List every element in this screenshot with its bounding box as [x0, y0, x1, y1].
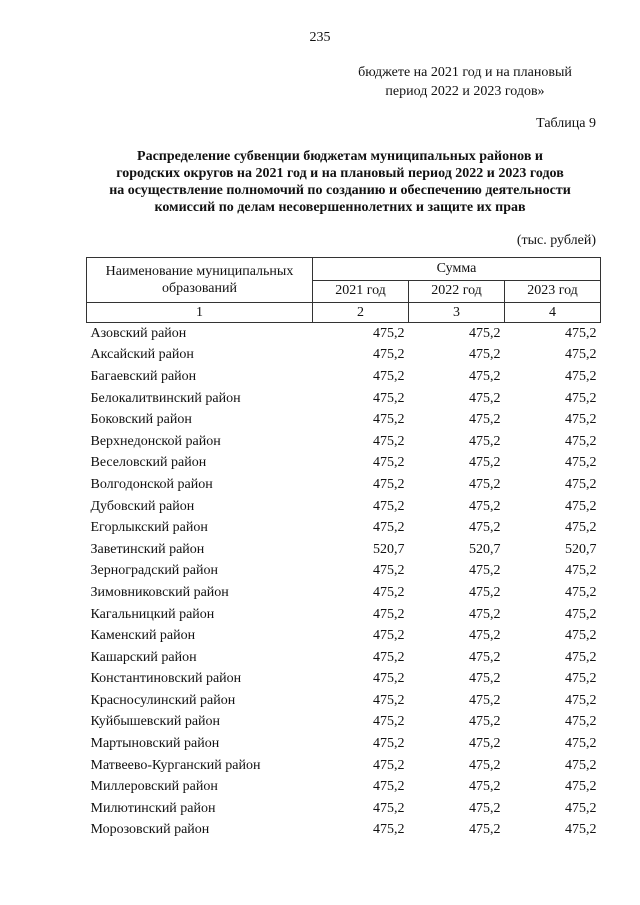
value-2023: 520,7	[565, 541, 597, 557]
title-line4: комиссий по делам несовершеннолетних и защите их прав	[154, 200, 526, 215]
value-2021: 475,2	[373, 649, 405, 665]
municipality-name: Волгодонской район	[90, 476, 213, 492]
value-2022: 475,2	[469, 325, 501, 341]
value-2022: 475,2	[469, 779, 501, 795]
municipality-name: Зерноградский район	[90, 563, 218, 579]
value-2021: 475,2	[373, 455, 405, 471]
value-2023: 475,2	[565, 757, 597, 773]
table-row	[87, 431, 601, 453]
value-2023: 475,2	[565, 584, 597, 600]
value-2021: 475,2	[373, 412, 405, 428]
table-row	[87, 690, 601, 712]
municipality-name: Константиновский район	[90, 671, 242, 687]
value-2022: 475,2	[469, 498, 501, 514]
table-row	[87, 669, 601, 691]
value-2021: 475,2	[373, 692, 405, 708]
value-2021: 475,2	[373, 347, 405, 363]
value-2022: 475,2	[469, 390, 501, 406]
document-title	[60, 148, 620, 216]
value-2021: 475,2	[373, 628, 405, 644]
value-2022: 475,2	[469, 649, 501, 665]
table-row	[87, 323, 601, 345]
municipality-name: Веселовский район	[90, 455, 207, 471]
value-2021: 475,2	[373, 822, 405, 838]
municipality-name: Куйбышевский район	[90, 714, 221, 730]
value-2023: 475,2	[565, 347, 597, 363]
table-row	[87, 733, 601, 755]
value-2021: 475,2	[373, 779, 405, 795]
municipality-name: Кашарский район	[90, 649, 197, 665]
page-number: 235	[309, 30, 331, 45]
title-line1: Распределение субвенции бюджетам муниципальных районов и	[137, 149, 543, 164]
value-2022: 520,7	[469, 541, 501, 557]
table-row	[87, 517, 601, 539]
value-2023: 475,2	[565, 325, 597, 341]
column-number-1: 1	[87, 303, 313, 323]
value-2021: 475,2	[373, 476, 405, 492]
municipality-name: Милютинский район	[90, 800, 216, 816]
municipality-name: Кагальницкий район	[90, 606, 215, 622]
value-2022: 475,2	[469, 800, 501, 816]
value-2021: 475,2	[373, 520, 405, 536]
column-number-4: 4	[505, 303, 601, 323]
value-2023: 475,2	[565, 606, 597, 622]
value-2022: 475,2	[469, 736, 501, 752]
header-municipality-line2: образований	[162, 281, 237, 296]
municipality-name: Верхнедонской район	[90, 433, 221, 449]
value-2022: 475,2	[469, 628, 501, 644]
value-2023: 475,2	[565, 476, 597, 492]
value-2022: 475,2	[469, 412, 501, 428]
municipality-name: Егорлыкский район	[90, 520, 208, 536]
municipality-name: Азовский район	[90, 325, 187, 341]
header-note-line2: период 2022 и 2023 годов»	[385, 84, 545, 99]
value-2022: 475,2	[469, 714, 501, 730]
value-2021: 475,2	[373, 671, 405, 687]
value-2022: 475,2	[469, 671, 501, 687]
municipality-name: Аксайский район	[90, 347, 194, 363]
header-note-line1: бюджете на 2021 год и на плановый	[358, 65, 572, 80]
value-2023: 475,2	[565, 649, 597, 665]
value-2023: 475,2	[565, 390, 597, 406]
table-row	[87, 474, 601, 496]
value-2022: 475,2	[469, 563, 501, 579]
value-2022: 475,2	[469, 455, 501, 471]
value-2022: 475,2	[469, 584, 501, 600]
value-2023: 475,2	[565, 714, 597, 730]
table-body	[87, 323, 601, 842]
value-2023: 475,2	[565, 412, 597, 428]
municipality-name: Мартыновский район	[90, 736, 220, 752]
table-row	[87, 496, 601, 518]
value-2022: 475,2	[469, 476, 501, 492]
value-2023: 475,2	[565, 563, 597, 579]
municipality-name: Боковский район	[90, 412, 192, 428]
value-2022: 475,2	[469, 347, 501, 363]
table-row	[87, 453, 601, 475]
table-row	[87, 345, 601, 367]
value-2021: 475,2	[373, 800, 405, 816]
value-2021: 475,2	[373, 757, 405, 773]
value-2023: 475,2	[565, 671, 597, 687]
value-2023: 475,2	[565, 822, 597, 838]
table-row	[87, 604, 601, 626]
table-row	[87, 409, 601, 431]
value-2023: 475,2	[565, 455, 597, 471]
value-2021: 475,2	[373, 368, 405, 384]
value-2021: 475,2	[373, 736, 405, 752]
units-label: (тыс. рублей)	[516, 233, 596, 248]
value-2021: 520,7	[373, 541, 405, 557]
column-number-2: 2	[313, 303, 409, 323]
header-year-2022: 2022 год	[409, 280, 505, 303]
table-row	[87, 820, 601, 842]
header-municipality	[87, 258, 313, 303]
municipality-name: Зимовниковский район	[90, 584, 229, 600]
table-row	[87, 366, 601, 388]
value-2023: 475,2	[565, 498, 597, 514]
table-row	[87, 582, 601, 604]
municipality-name: Белокалитвинский район	[90, 390, 241, 406]
municipality-name: Заветинский район	[90, 541, 205, 557]
value-2021: 475,2	[373, 606, 405, 622]
value-2023: 475,2	[565, 779, 597, 795]
header-year-2023: 2023 год	[505, 280, 601, 303]
value-2021: 475,2	[373, 390, 405, 406]
municipality-name: Каменский район	[90, 628, 196, 644]
header-year-2021: 2021 год	[313, 280, 409, 303]
column-number-3: 3	[409, 303, 505, 323]
subsidy-table	[86, 257, 601, 841]
value-2023: 475,2	[565, 368, 597, 384]
municipality-name: Миллеровский район	[90, 779, 218, 795]
table-row	[87, 798, 601, 820]
value-2023: 475,2	[565, 520, 597, 536]
value-2021: 475,2	[373, 325, 405, 341]
header-municipality-line1: Наименование муниципальных	[105, 264, 294, 279]
municipality-name: Дубовский район	[90, 498, 195, 514]
table-row	[87, 647, 601, 669]
header-sum: Сумма	[313, 258, 601, 281]
table-row	[87, 712, 601, 734]
table-row	[87, 388, 601, 410]
value-2022: 475,2	[469, 520, 501, 536]
value-2021: 475,2	[373, 498, 405, 514]
value-2022: 475,2	[469, 692, 501, 708]
table-row	[87, 539, 601, 561]
value-2022: 475,2	[469, 822, 501, 838]
value-2023: 475,2	[565, 800, 597, 816]
municipality-name: Багаевский район	[90, 368, 197, 384]
value-2021: 475,2	[373, 714, 405, 730]
title-line2: городских округов на 2021 год и на плановый период 2022 и 2023 годов	[116, 166, 564, 181]
value-2023: 475,2	[565, 692, 597, 708]
municipality-name: Красносулинский район	[90, 692, 236, 708]
value-2022: 475,2	[469, 433, 501, 449]
municipality-name: Матвеево-Курганский район	[90, 757, 261, 773]
value-2022: 475,2	[469, 368, 501, 384]
table-label: Таблица 9	[536, 116, 596, 131]
value-2023: 475,2	[565, 433, 597, 449]
table-row	[87, 776, 601, 798]
value-2022: 475,2	[469, 757, 501, 773]
value-2022: 475,2	[469, 606, 501, 622]
value-2023: 475,2	[565, 736, 597, 752]
header-note	[330, 63, 600, 101]
table-row	[87, 561, 601, 583]
table-row	[87, 625, 601, 647]
table-row	[87, 755, 601, 777]
value-2021: 475,2	[373, 563, 405, 579]
municipality-name: Морозовский район	[90, 822, 210, 838]
value-2023: 475,2	[565, 628, 597, 644]
value-2021: 475,2	[373, 433, 405, 449]
value-2021: 475,2	[373, 584, 405, 600]
title-line3: на осуществление полномочий по созданию и обеспечению деятельности	[109, 183, 571, 198]
